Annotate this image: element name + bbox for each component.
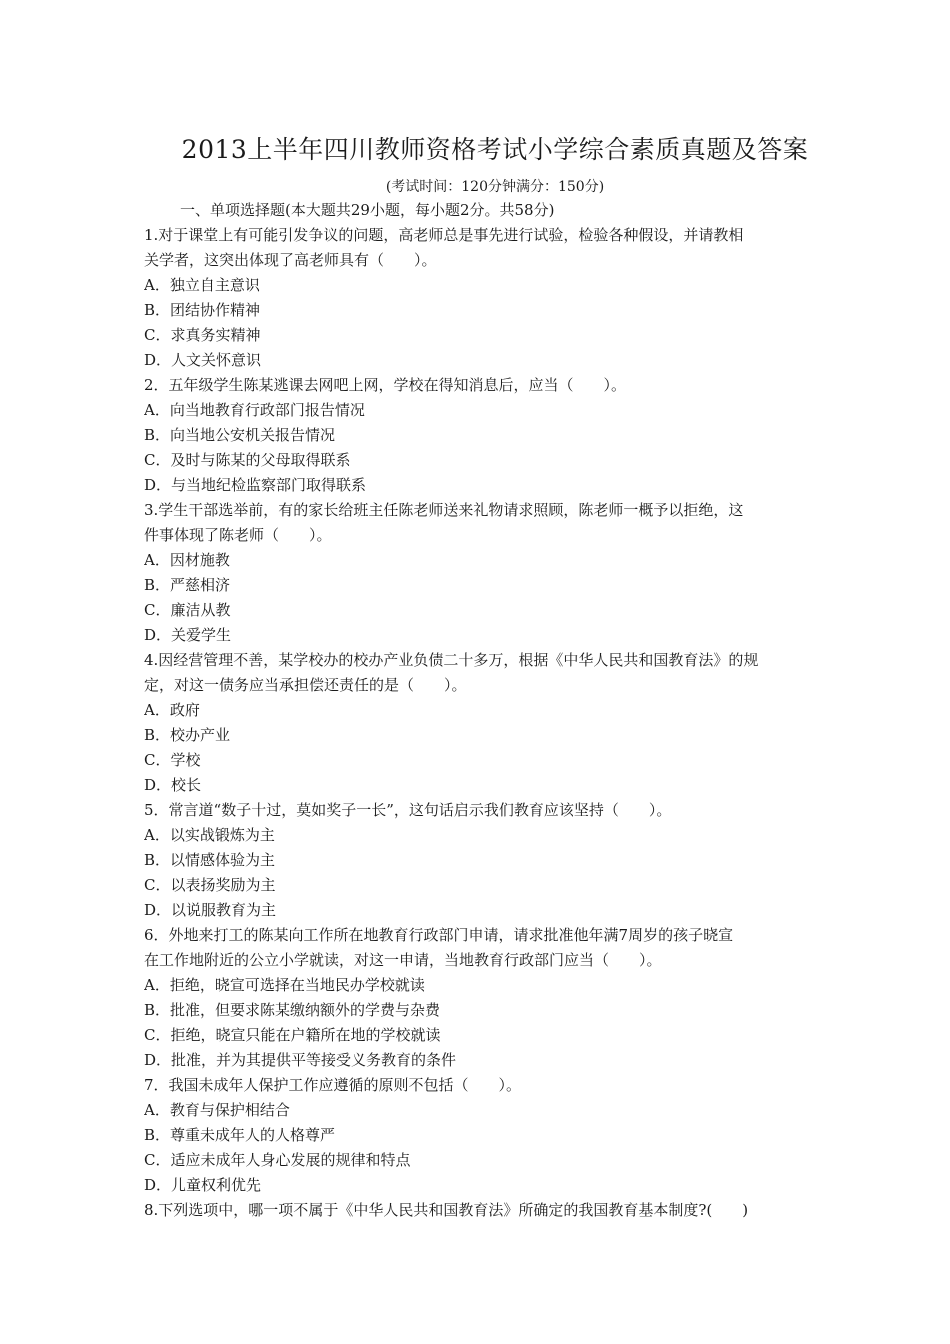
question-text: 5．常言道“数子十过，莫如奖子一长”，这句话启示我们教育应该坚持（ ）。: [144, 801, 672, 819]
option-d: D．关爱学生: [144, 626, 232, 644]
question-text: 4.因经营管理不善，某学校办的校办产业负债二十多万，根据《中华人民共和国教育法》的规: [144, 651, 759, 669]
question-text: 在工作地附近的公立小学就读，对这一申请，当地教育行政部门应当（ ）。: [144, 951, 662, 969]
option-b: B．向当地公安机关报告情况: [144, 426, 336, 444]
option-a: A．独立自主意识: [144, 276, 260, 294]
option-d: D．批准，并为其提供平等接受义务教育的条件: [144, 1051, 457, 1069]
question: [144, 498, 809, 648]
option-b: B．严慈相济: [144, 576, 231, 594]
question: [144, 223, 809, 373]
question: [144, 373, 809, 498]
document-title: 2013上半年四川教师资格考试小学综合素质真题及答案: [181, 135, 809, 164]
option-c: C．学校: [144, 751, 201, 769]
option-d: D．与当地纪检监察部门取得联系: [144, 476, 367, 494]
question-text: 定，对这一债务应当承担偿还责任的是（ ）。: [144, 676, 467, 694]
question: [144, 1198, 809, 1223]
question-text: 1.对于课堂上有可能引发争议的问题，高老师总是事先进行试验，检验各种假设，并请教相: [144, 226, 744, 244]
option-b: B．批准，但要求陈某缴纳额外的学费与杂费: [144, 1001, 441, 1019]
option-a: A．政府: [144, 701, 200, 719]
question-text: 3.学生干部选举前，有的家长给班主任陈老师送来礼物请求照顾，陈老师一概予以拒绝，这: [144, 501, 744, 519]
question-text: 2．五年级学生陈某逃课去网吧上网，学校在得知消息后，应当（ ）。: [144, 376, 627, 394]
document-body: [144, 198, 809, 1223]
option-c: C．拒绝，晓宣只能在户籍所在地的学校就读: [144, 1026, 441, 1044]
question: [144, 923, 809, 1073]
question-text: 6．外地来打工的陈某向工作所在地教育行政部门申请，请求批准他年满7周岁的孩子晓宣: [144, 926, 734, 944]
option-d: D．以说服教育为主: [144, 901, 277, 919]
option-a: A．拒绝，晓宣可选择在当地民办学校就读: [144, 976, 425, 994]
option-b: B．以情感体验为主: [144, 851, 276, 869]
option-b: B．团结协作精神: [144, 301, 261, 319]
question-text: 件事体现了陈老师（ ）。: [144, 526, 332, 544]
option-c: C．及时与陈某的父母取得联系: [144, 451, 351, 469]
option-a: A．教育与保护相结合: [144, 1101, 290, 1119]
option-b: B．校办产业: [144, 726, 231, 744]
option-d: D．儿童权利优先: [144, 1176, 262, 1194]
option-c: C．以表扬奖励为主: [144, 876, 276, 894]
question: [144, 798, 809, 923]
option-b: B．尊重未成年人的人格尊严: [144, 1126, 336, 1144]
question-text: 8.下列选项中，哪一项不属于《中华人民共和国教育法》所确定的我国教育基本制度?( ): [144, 1201, 749, 1219]
option-a: A．因材施教: [144, 551, 230, 569]
option-a: A．以实战锻炼为主: [144, 826, 275, 844]
exam-info: (考试时间：120分钟满分：150分): [385, 179, 605, 195]
option-d: D．人文关怀意识: [144, 351, 262, 369]
option-d: D．校长: [144, 776, 202, 794]
question: [144, 648, 809, 798]
question-text: 7．我国未成年人保护工作应遵循的原则不包括（ ）。: [144, 1076, 522, 1094]
option-c: C．求真务实精神: [144, 326, 261, 344]
option-a: A．向当地教育行政部门报告情况: [144, 401, 365, 419]
option-c: C．廉洁从教: [144, 601, 231, 619]
option-c: C．适应未成年人身心发展的规律和特点: [144, 1151, 411, 1169]
question-text: 关学者，这突出体现了高老师具有（ ）。: [144, 251, 437, 269]
question: [144, 1073, 809, 1198]
section-heading: 一、单项选择题(本大题共29小题，每小题2分。共58分): [180, 201, 555, 219]
